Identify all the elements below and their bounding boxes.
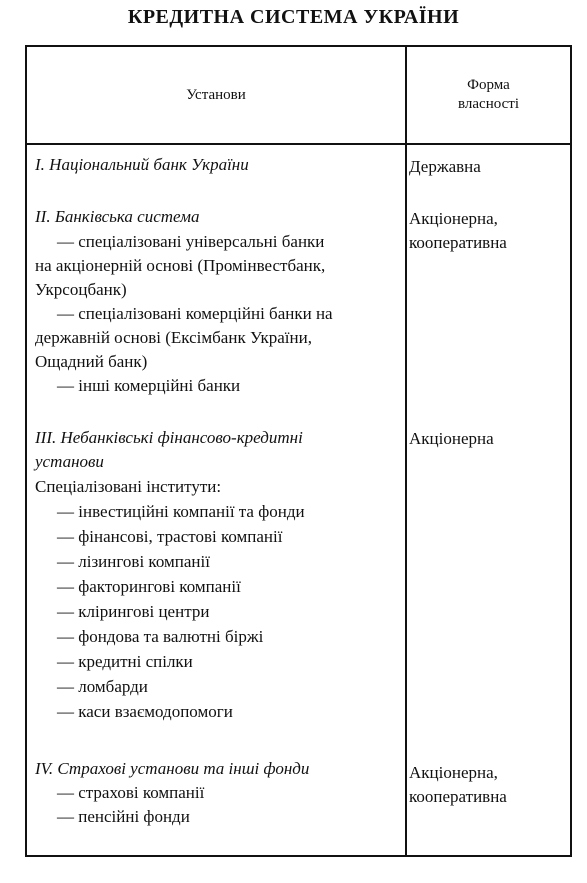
column-header-ownership xyxy=(407,47,570,143)
section-1-heading: I. Національний банк України xyxy=(35,155,249,174)
section-2-line: — спеціалізовані універсальні банки xyxy=(57,232,325,251)
section-4-heading: IV. Страхові установи та інші фонди xyxy=(35,759,310,778)
section-4-line: — страхові компанії xyxy=(57,783,205,802)
section-2-line: — інші комерційні банки xyxy=(57,376,241,395)
section-3-line: — кредитні спілки xyxy=(57,652,193,671)
section-2-ownership-2: кооперативна xyxy=(409,233,507,252)
credit-system-table xyxy=(25,45,572,857)
section-3-line: — каси взаємодопомоги xyxy=(57,702,233,721)
column-header-ownership-line1: Форма xyxy=(467,77,510,94)
column-header-ownership-line2: власності xyxy=(458,96,519,112)
section-2-ownership-1: Акціонерна, xyxy=(409,209,498,228)
section-2-line: на акціонерній основі (Промінвестбанк, xyxy=(35,256,326,275)
header-divider xyxy=(27,143,570,145)
page-title: КРЕДИТНА СИСТЕМА УКРАЇНИ xyxy=(127,6,460,28)
section-3-line: — факторингові компанії xyxy=(57,577,241,596)
section-2-line: державній основі (Ексімбанк України, xyxy=(35,328,312,347)
section-4-ownership-2: кооперативна xyxy=(409,787,507,806)
column-divider xyxy=(405,47,407,855)
section-2-line: Укрсоцбанк) xyxy=(35,280,127,299)
section-3-line: — інвестиційні компанії та фонди xyxy=(57,502,305,521)
section-3-ownership: Акціонерна xyxy=(409,429,494,448)
section-3-intro: Спеціалізовані інститути: xyxy=(35,477,222,496)
section-3-line: — клірингові центри xyxy=(57,602,210,621)
section-2-line: — спеціалізовані комерційні банки на xyxy=(57,304,333,323)
section-3-line: — фінансові, трастові компанії xyxy=(57,527,283,546)
section-3-line: — ломбарди xyxy=(57,677,148,696)
section-3-heading-line1: III. Небанківські фінансово-кредитні xyxy=(35,428,303,447)
section-4-line: — пенсійні фонди xyxy=(57,807,190,826)
section-4-ownership-1: Акціонерна, xyxy=(409,763,498,782)
section-3-heading-line2: установи xyxy=(35,452,104,471)
section-2-line: Ощадний банк) xyxy=(35,352,148,371)
section-2-heading: II. Банківська система xyxy=(35,207,200,226)
column-header-institutions: Установи xyxy=(186,86,246,103)
section-3-line: — лізингові компанії xyxy=(57,552,210,571)
section-1-ownership: Державна xyxy=(409,157,481,176)
section-3-line: — фондова та валютні біржі xyxy=(57,627,264,646)
